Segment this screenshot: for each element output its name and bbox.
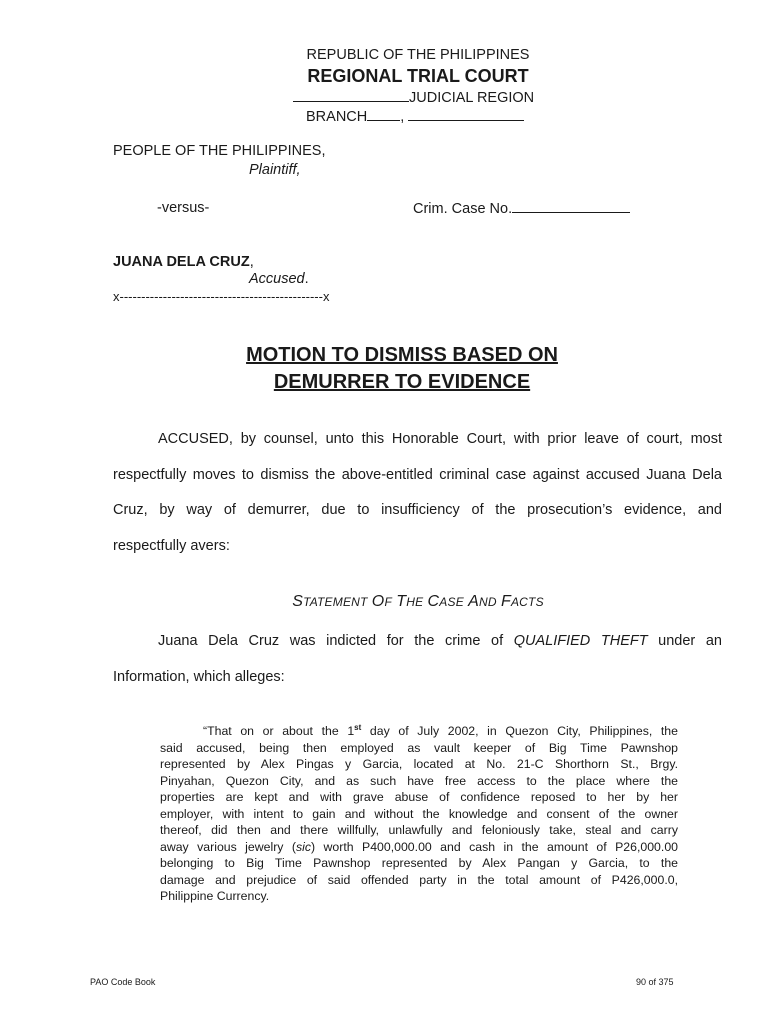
heading-word-cap: C — [427, 593, 440, 610]
heading-word-cap: F — [500, 593, 511, 610]
quote-line: damage and prejudice of said offended party in the total amount of P426,000.0, — [160, 872, 678, 887]
heading-word-rest: ACTS — [510, 595, 544, 609]
facts-line-1-post: under an — [647, 633, 722, 649]
republic-heading: REPUBLIC OF THE PHILIPPINES — [306, 47, 530, 63]
footer-page-number: 90 of 375 — [636, 977, 674, 987]
quote-line: properties are kept and with grave abuse of confidence reposed to her by her — [160, 790, 678, 804]
region-blank — [293, 89, 409, 102]
heading-word-cap: S — [292, 593, 304, 610]
heading-word-cap: A — [468, 593, 480, 610]
branch-number-blank — [367, 108, 400, 121]
accused-period: . — [304, 271, 309, 287]
motion-title-line-2: DEMURRER TO EVIDENCE — [273, 371, 531, 393]
facts-line-2: Information, which alleges: — [113, 668, 285, 685]
heading-word-cap: T — [396, 593, 407, 610]
branch-city-blank — [408, 108, 524, 121]
branch-label: BRANCH — [306, 109, 368, 125]
quote-line — [160, 723, 678, 740]
judicial-region-label: JUDICIAL REGION — [409, 90, 535, 106]
intro-line: ACCUSED, by counsel, unto this Honorable Court, with prior leave of court, most — [158, 431, 722, 447]
quote-text: day of July 2002, in Quezon City, Philippines, the — [361, 724, 678, 738]
intro-paragraph — [113, 422, 722, 564]
quote-line: thereof, did then and there willfully, unlawfully and feloniously take, steal and carry — [160, 823, 678, 837]
branch-line — [306, 108, 524, 125]
facts-line-1 — [113, 624, 722, 660]
heading-word-rest: F — [384, 595, 392, 609]
intro-line: Cruz, by way of demurrer, due to insufficiency of the prosecution’s evidence, and — [113, 502, 722, 518]
ordinal-suffix: st — [354, 723, 362, 732]
facts-paragraph — [113, 624, 722, 695]
accused-role-line — [249, 271, 309, 287]
quote-line: Pinyahan, Quezon City, and as such have free access to the place where the — [160, 773, 678, 788]
section-heading — [0, 593, 768, 611]
heading-word-rest: ASE — [439, 595, 464, 609]
caption-separator: x-----------------------------------------------x — [113, 289, 330, 304]
branch-separator: , — [400, 109, 405, 125]
accused-role: Accused — [249, 271, 305, 287]
accused-name: JUANA DELA CRUZ — [113, 254, 250, 270]
footer-source: PAO Code Book — [90, 977, 156, 987]
quote-line: said accused, being then employed as vault keeper of Big Time Pawnshop — [160, 740, 678, 755]
judicial-region-line — [293, 89, 534, 106]
court-heading: REGIONAL TRIAL COURT — [307, 66, 529, 86]
plaintiff-role: Plaintiff, — [249, 162, 301, 178]
quote-line: belonging to Big Time Pawnshop represented by Alex Pangan y Garcia, to the — [160, 856, 678, 870]
case-number-label: Crim. Case No. — [413, 201, 513, 217]
plaintiff-name: PEOPLE OF THE PHILIPPINES, — [113, 143, 326, 159]
intro-line: respectfully moves to dismiss the above-entitled criminal case against accused Juana Dela — [113, 466, 722, 483]
quote-text: ) worth P400,000.00 and cash in the amount of P26,000.00 — [311, 839, 678, 854]
heading-word-rest: TATEMENT — [303, 595, 368, 609]
heading-word-cap: O — [371, 593, 385, 610]
motion-title-line-1: MOTION TO DISMISS BASED ON — [246, 344, 558, 366]
quote-text: away various jewelry ( — [160, 839, 296, 854]
facts-line-1-pre: Juana Dela Cruz was indicted for the crime of — [158, 633, 514, 649]
quote-line — [160, 839, 678, 856]
quote-text: “That on or about the 1 — [203, 724, 355, 738]
quote-line: employer, with intent to gain and without the knowledge and consent of the owner — [160, 806, 678, 821]
heading-word-rest: HE — [406, 595, 424, 609]
case-number-line — [413, 200, 630, 217]
heading-word-rest: ND — [479, 595, 497, 609]
accused-comma: , — [249, 254, 254, 270]
quote-line: represented by Alex Pingas y Garcia, located at No. 21-C Shorthorn St., Brgy. — [160, 757, 678, 771]
accused-name-line — [113, 254, 254, 270]
information-quote — [160, 723, 678, 905]
quote-line: Philippine Currency. — [160, 889, 270, 903]
sic-marker: sic — [295, 839, 311, 854]
offense-name: QUALIFIED THEFT — [513, 633, 648, 649]
case-number-blank — [512, 200, 630, 213]
intro-line: respectfully avers: — [113, 537, 230, 554]
versus-label: -versus- — [157, 200, 210, 216]
